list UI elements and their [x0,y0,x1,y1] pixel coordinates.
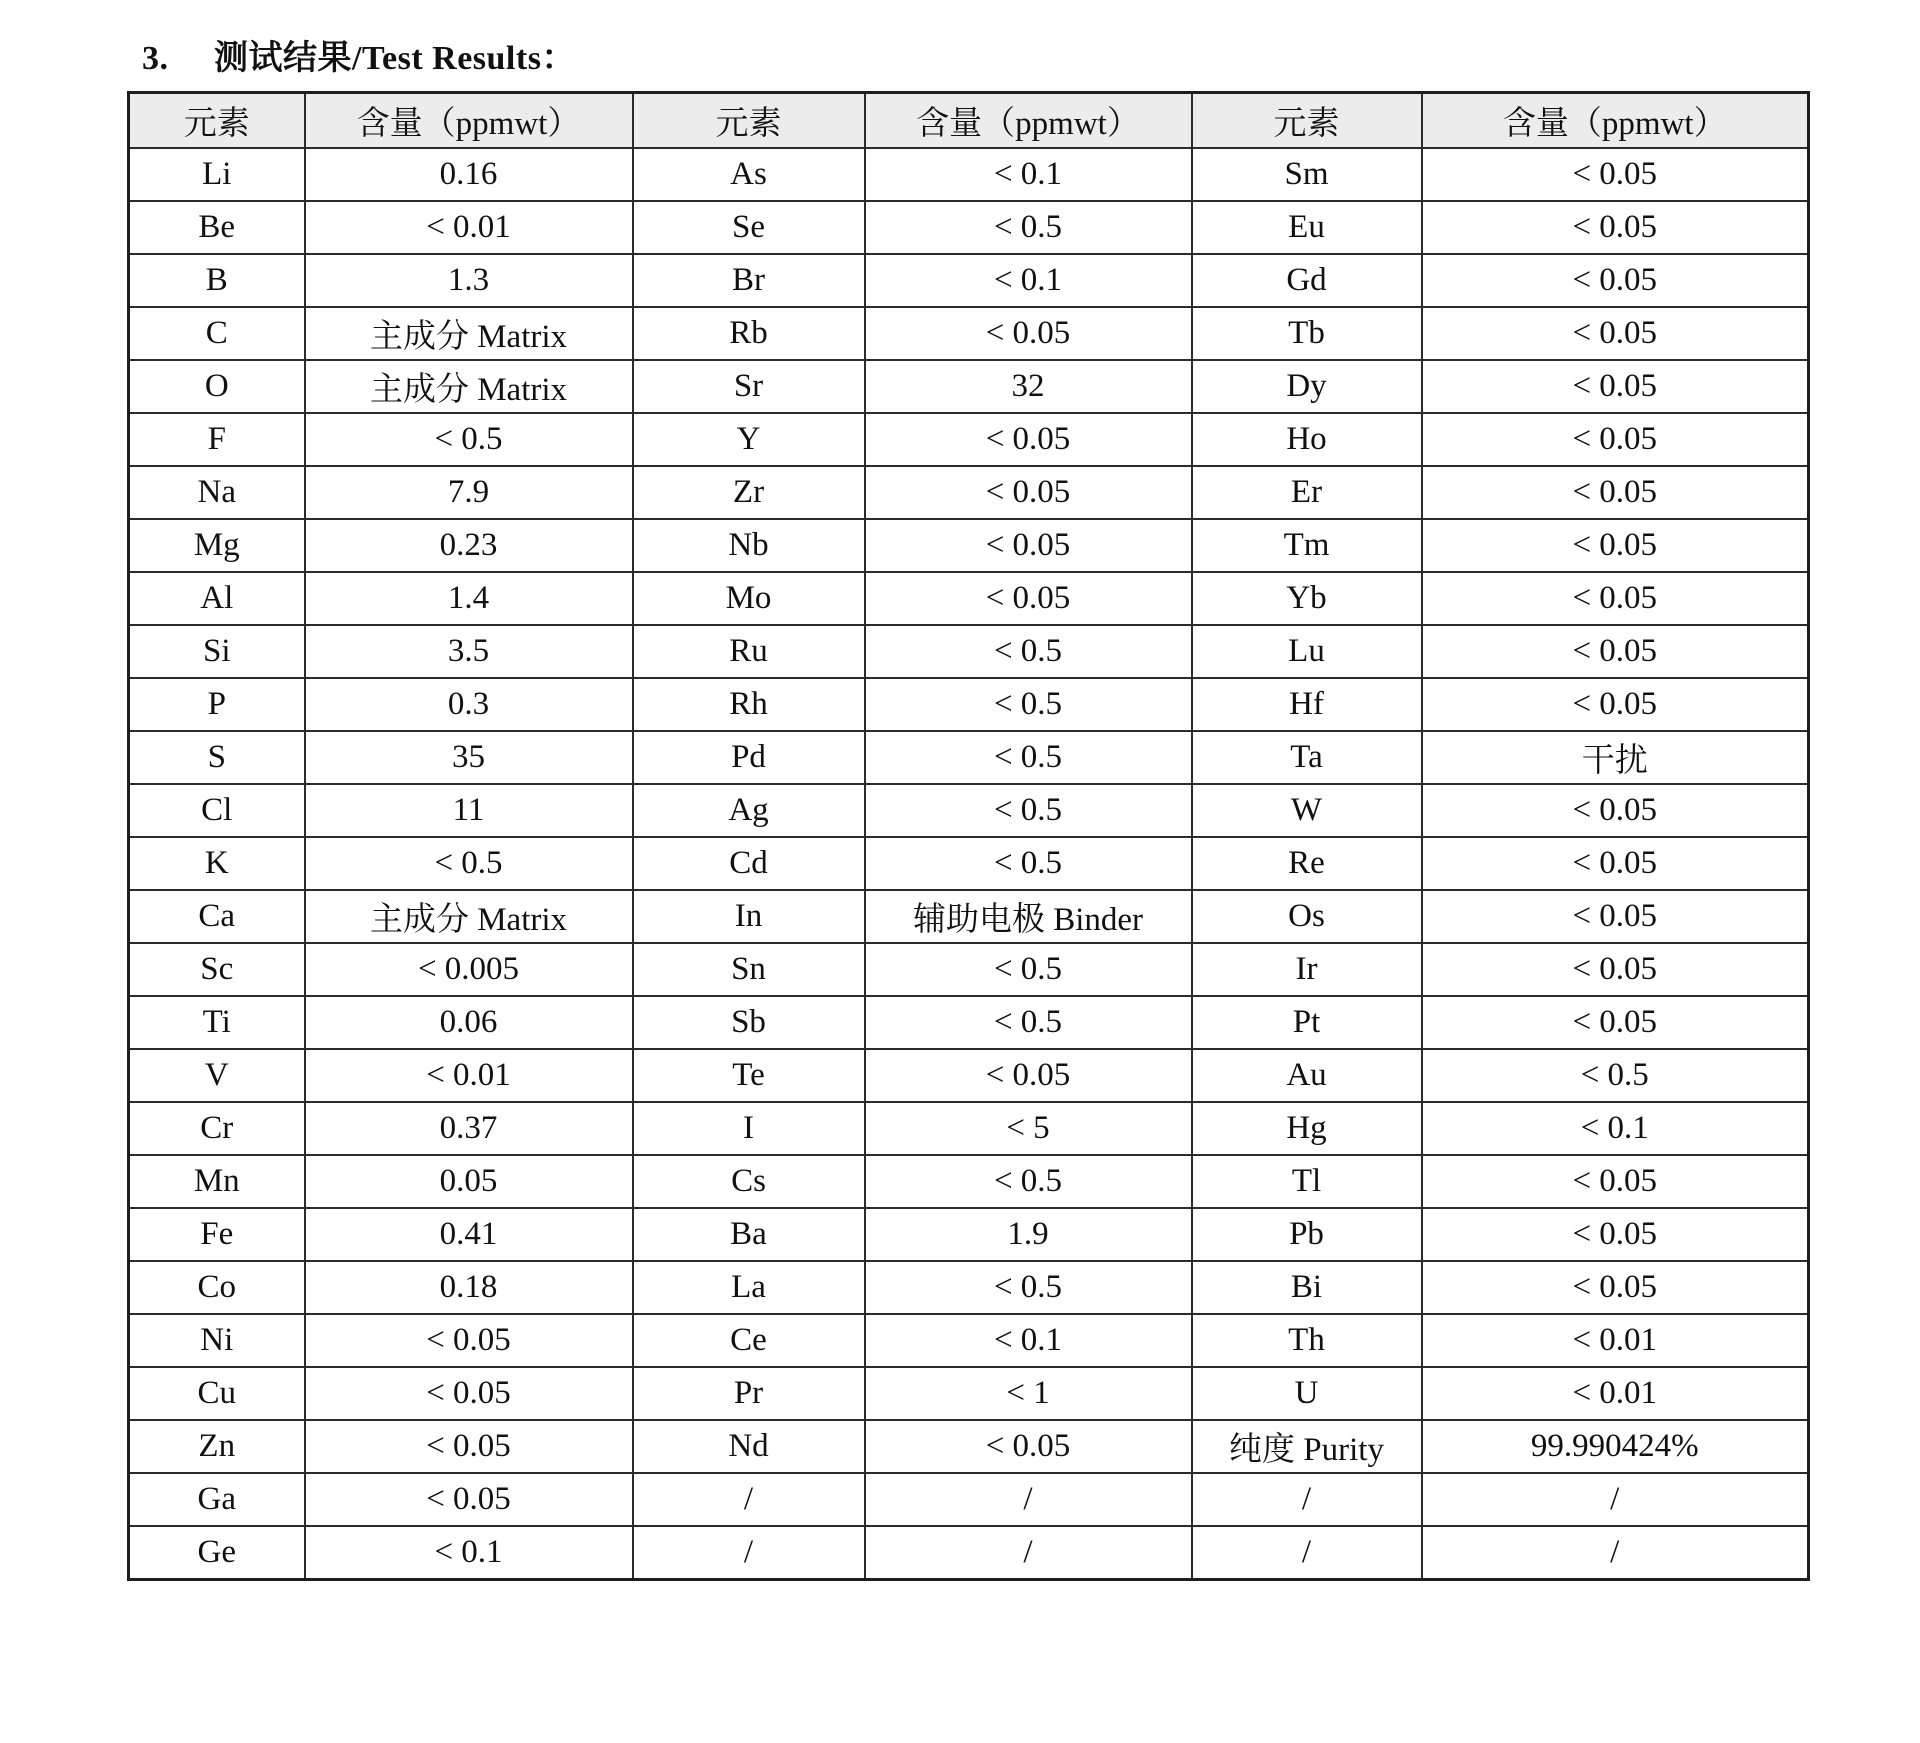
cell-element-3: Th [1192,1314,1422,1367]
table-row [129,466,1809,519]
cell-element-1: Zn [129,1420,305,1473]
cell-element-3: Os [1192,890,1422,943]
table-row [129,1526,1809,1580]
cell-element-2: Sn [633,943,865,996]
cell-element-3: Yb [1192,572,1422,625]
cell-content-3: < 0.1 [1422,1102,1809,1155]
cell-content-3: < 0.05 [1422,307,1809,360]
cell-content-1: 0.18 [305,1261,633,1314]
cell-content-1: < 0.05 [305,1473,633,1526]
cell-content-1: 0.23 [305,519,633,572]
cell-element-2: Ag [633,784,865,837]
cell-content-1: 1.3 [305,254,633,307]
cell-content-1: 0.41 [305,1208,633,1261]
cell-content-1: 3.5 [305,625,633,678]
table-row [129,1261,1809,1314]
cell-element-3: Au [1192,1049,1422,1102]
cell-element-2: As [633,148,865,201]
cell-element-3: Hg [1192,1102,1422,1155]
cell-element-1: P [129,678,305,731]
cell-content-3: < 0.05 [1422,996,1809,1049]
cell-content-1: < 0.01 [305,201,633,254]
cell-element-1: Cu [129,1367,305,1420]
cell-content-1: < 0.01 [305,1049,633,1102]
table-row [129,1420,1809,1473]
cell-element-2: Nb [633,519,865,572]
cell-element-2: / [633,1526,865,1580]
table-row [129,996,1809,1049]
table-row [129,413,1809,466]
cell-element-3: Tl [1192,1155,1422,1208]
cell-element-3: Pt [1192,996,1422,1049]
cell-content-2: < 0.5 [865,1261,1192,1314]
cell-content-1: 0.16 [305,148,633,201]
cell-element-2: Se [633,201,865,254]
cell-content-2: < 0.5 [865,731,1192,784]
cell-element-3: Pb [1192,1208,1422,1261]
cell-element-1: Ni [129,1314,305,1367]
cell-content-2: < 0.1 [865,148,1192,201]
cell-content-3: 99.990424% [1422,1420,1809,1473]
cell-element-2: Ru [633,625,865,678]
cell-element-1: Ge [129,1526,305,1580]
cell-content-3: < 0.05 [1422,1261,1809,1314]
cell-element-2: Rh [633,678,865,731]
cell-content-3: < 0.01 [1422,1314,1809,1367]
table-row [129,837,1809,890]
cell-element-3: Hf [1192,678,1422,731]
cell-element-3: / [1192,1473,1422,1526]
table-body [129,148,1809,1580]
header-content-3: 含量（ppmwt） [1422,93,1809,149]
cell-content-3: < 0.05 [1422,201,1809,254]
cell-content-3: < 0.05 [1422,784,1809,837]
cell-element-3: Tb [1192,307,1422,360]
cell-element-3: 纯度 Purity [1192,1420,1422,1473]
cell-content-3: < 0.05 [1422,1208,1809,1261]
cell-element-1: Be [129,201,305,254]
cell-content-1: 主成分 Matrix [305,307,633,360]
cell-element-2: Pr [633,1367,865,1420]
cell-element-2: Mo [633,572,865,625]
cell-content-2: < 0.5 [865,943,1192,996]
cell-content-1: < 0.05 [305,1367,633,1420]
cell-content-3: < 0.5 [1422,1049,1809,1102]
cell-element-2: Br [633,254,865,307]
header-content-1: 含量（ppmwt） [305,93,633,149]
cell-element-2: Zr [633,466,865,519]
cell-content-2: / [865,1526,1192,1580]
cell-content-1: 0.3 [305,678,633,731]
cell-element-3: W [1192,784,1422,837]
cell-content-3: < 0.05 [1422,572,1809,625]
cell-content-1: 主成分 Matrix [305,890,633,943]
cell-content-2: 1.9 [865,1208,1192,1261]
cell-content-2: < 0.1 [865,1314,1192,1367]
cell-element-1: Fe [129,1208,305,1261]
table-row [129,572,1809,625]
cell-content-1: 0.05 [305,1155,633,1208]
cell-element-1: Cr [129,1102,305,1155]
table-row [129,890,1809,943]
cell-element-1: Sc [129,943,305,996]
cell-element-3: Ta [1192,731,1422,784]
cell-element-2: Nd [633,1420,865,1473]
header-element-2: 元素 [633,93,865,149]
cell-element-2: La [633,1261,865,1314]
cell-element-2: Cs [633,1155,865,1208]
cell-content-2: < 0.05 [865,1420,1192,1473]
cell-element-2: Cd [633,837,865,890]
cell-element-1: F [129,413,305,466]
cell-content-2: < 0.05 [865,572,1192,625]
cell-content-2: < 0.1 [865,254,1192,307]
section-number: 3. [142,40,169,77]
cell-content-3: < 0.05 [1422,1155,1809,1208]
cell-element-2: Y [633,413,865,466]
cell-content-2: < 5 [865,1102,1192,1155]
cell-content-3: < 0.05 [1422,837,1809,890]
cell-content-2: < 0.5 [865,625,1192,678]
table-row [129,254,1809,307]
cell-element-3: / [1192,1526,1422,1580]
cell-content-2: 辅助电极 Binder [865,890,1192,943]
cell-content-2: 32 [865,360,1192,413]
table-row [129,1049,1809,1102]
cell-content-2: < 0.5 [865,1155,1192,1208]
cell-content-2: < 0.5 [865,678,1192,731]
cell-content-1: < 0.1 [305,1526,633,1580]
table-row [129,1473,1809,1526]
cell-element-1: Cl [129,784,305,837]
cell-content-2: < 0.05 [865,413,1192,466]
cell-content-1: < 0.5 [305,837,633,890]
cell-element-3: Sm [1192,148,1422,201]
cell-content-3: < 0.05 [1422,466,1809,519]
test-results-table [127,91,1810,1581]
cell-element-2: Sr [633,360,865,413]
table-row [129,519,1809,572]
cell-content-1: 主成分 Matrix [305,360,633,413]
cell-content-3: / [1422,1526,1809,1580]
cell-element-2: Ce [633,1314,865,1367]
cell-content-1: < 0.005 [305,943,633,996]
cell-content-1: 0.37 [305,1102,633,1155]
cell-content-1: < 0.05 [305,1420,633,1473]
cell-element-1: S [129,731,305,784]
cell-element-1: C [129,307,305,360]
cell-content-2: < 0.05 [865,519,1192,572]
cell-element-1: V [129,1049,305,1102]
table-row [129,148,1809,201]
cell-element-1: Ti [129,996,305,1049]
cell-element-1: Si [129,625,305,678]
table-row [129,784,1809,837]
cell-element-3: Gd [1192,254,1422,307]
cell-content-3: < 0.05 [1422,360,1809,413]
cell-content-3: < 0.01 [1422,1367,1809,1420]
cell-content-3: < 0.05 [1422,943,1809,996]
cell-content-3: 干扰 [1422,731,1809,784]
cell-content-2: < 1 [865,1367,1192,1420]
cell-element-3: Dy [1192,360,1422,413]
cell-element-2: Te [633,1049,865,1102]
cell-content-3: < 0.05 [1422,625,1809,678]
header-content-2: 含量（ppmwt） [865,93,1192,149]
cell-content-1: 0.06 [305,996,633,1049]
header-element-1: 元素 [129,93,305,149]
cell-element-1: B [129,254,305,307]
cell-element-2: / [633,1473,865,1526]
cell-element-2: Sb [633,996,865,1049]
cell-element-1: Mg [129,519,305,572]
table-row [129,201,1809,254]
cell-content-1: < 0.05 [305,1314,633,1367]
table-row [129,678,1809,731]
cell-element-3: Er [1192,466,1422,519]
cell-element-1: Li [129,148,305,201]
table-row [129,360,1809,413]
cell-content-3: < 0.05 [1422,678,1809,731]
cell-element-3: Lu [1192,625,1422,678]
cell-content-2: < 0.05 [865,466,1192,519]
table-row [129,943,1809,996]
table-row [129,1102,1809,1155]
cell-element-2: In [633,890,865,943]
table-row [129,625,1809,678]
cell-element-1: Na [129,466,305,519]
cell-content-3: < 0.05 [1422,413,1809,466]
cell-content-1: 35 [305,731,633,784]
section-heading [142,30,576,79]
cell-content-2: < 0.5 [865,837,1192,890]
cell-element-1: Co [129,1261,305,1314]
table-header [129,93,1809,149]
cell-element-2: Rb [633,307,865,360]
cell-element-3: Re [1192,837,1422,890]
cell-element-3: Ir [1192,943,1422,996]
cell-element-3: Bi [1192,1261,1422,1314]
cell-element-2: I [633,1102,865,1155]
cell-content-2: < 0.5 [865,784,1192,837]
table-row [129,307,1809,360]
cell-content-3: < 0.05 [1422,519,1809,572]
cell-element-2: Pd [633,731,865,784]
cell-content-2: < 0.05 [865,1049,1192,1102]
table-row [129,1208,1809,1261]
cell-content-1: 11 [305,784,633,837]
cell-element-1: K [129,837,305,890]
cell-content-1: < 0.5 [305,413,633,466]
table-row [129,1155,1809,1208]
cell-element-3: U [1192,1367,1422,1420]
section-title: 测试结果/Test Results： [214,40,576,77]
cell-content-2: < 0.5 [865,996,1192,1049]
table-row [129,1367,1809,1420]
cell-content-3: < 0.05 [1422,890,1809,943]
table-row [129,1314,1809,1367]
table-row [129,731,1809,784]
cell-content-3: < 0.05 [1422,254,1809,307]
header-row [129,93,1809,149]
cell-content-2: < 0.05 [865,307,1192,360]
cell-content-1: 7.9 [305,466,633,519]
cell-element-1: Ga [129,1473,305,1526]
cell-content-3: < 0.05 [1422,148,1809,201]
cell-element-3: Tm [1192,519,1422,572]
cell-element-1: O [129,360,305,413]
cell-element-3: Eu [1192,201,1422,254]
header-element-3: 元素 [1192,93,1422,149]
cell-element-2: Ba [633,1208,865,1261]
cell-element-1: Ca [129,890,305,943]
cell-element-3: Ho [1192,413,1422,466]
cell-content-3: / [1422,1473,1809,1526]
cell-content-2: < 0.5 [865,201,1192,254]
cell-content-2: / [865,1473,1192,1526]
cell-content-1: 1.4 [305,572,633,625]
cell-element-1: Al [129,572,305,625]
cell-element-1: Mn [129,1155,305,1208]
